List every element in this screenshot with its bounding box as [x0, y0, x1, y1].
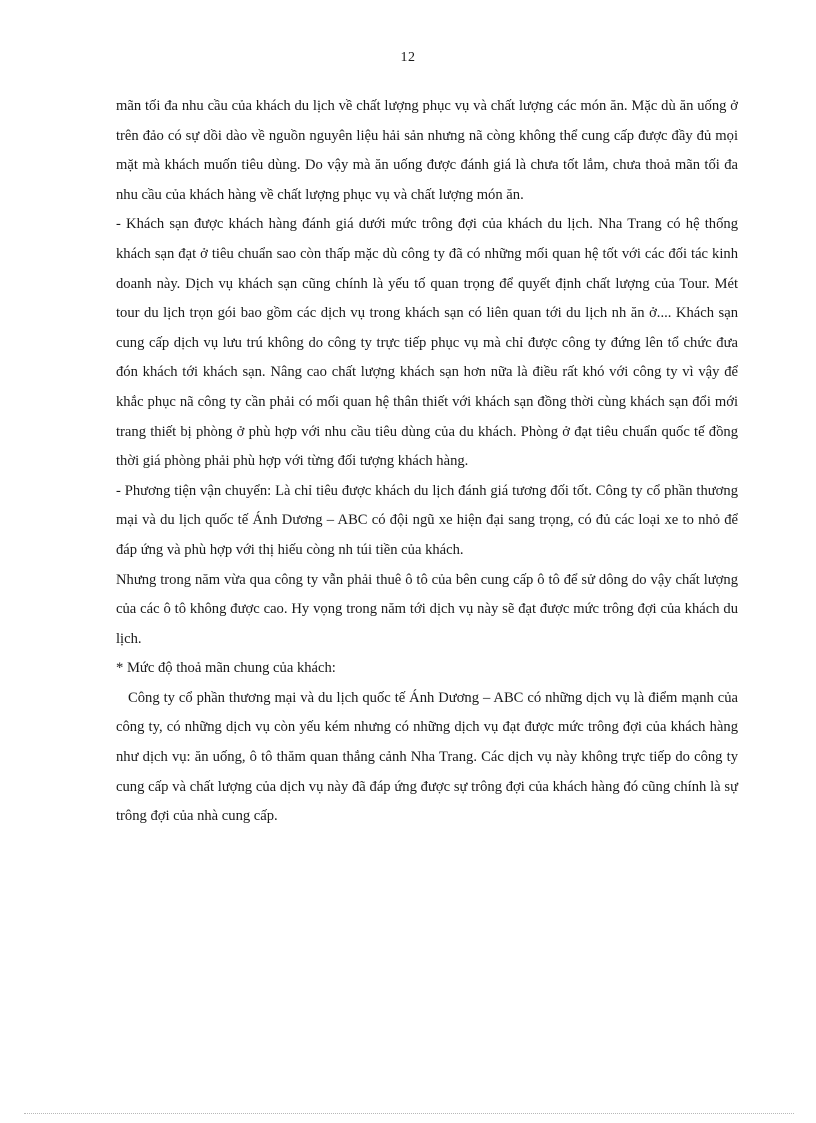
paragraph-car-rental: Nhưng trong năm vừa qua công ty vẫn phải thuê ô tô của bên cung cấp ô tô để sử dông do vậy chất lượng của các ô tô không được cao. Hy vọng trong năm tới dịch vụ này sẽ đạt được mức trông đợi của khách du lịch.	[116, 571, 738, 647]
paragraph-hotel: - Khách sạn được khách hàng đánh giá dưới mức trông đợi của khách du lịch. Nha Trang có hệ thống khách sạn đạt ở tiêu chuẩn sao còn thấp mặc dù công ty đã có những mối quan hệ tốt với các đối tác kinh doanh này. Dịch vụ khách sạn cũng chính là yếu tố quan trọng để quyết định chất lượng của Tour. Mét tour du lịch trọn gói bao gồm các dịch vụ trong khách sạn có liên quan tới du lịch nh ăn ở.... Khách sạn cung cấp dịch vụ lưu trú không do công ty trực tiếp phục vụ mà chỉ được công ty đứng lên tổ chức đưa đón khách tới khách sạn. Nâng cao chất lượng khách sạn hơn nữa là điều rất khó với công ty vì vậy để khắc phục nã công ty cần phải có mối quan hệ thân thiết với khách sạn đồng thời cùng khách sạn đổi mới trang thiết bị phòng ở phù hợp với nhu cầu tiêu dùng của du khách. Phòng ở đạt tiêu chuẩn quốc tế đồng thời giá phòng phải phù hợp với từng đối tượng khách hàng.	[116, 216, 738, 470]
paragraph-overall-satisfaction: Công ty cổ phần thương mại và du lịch quốc tế Ánh Dương – ABC có những dịch vụ là điểm mạnh của công ty, có những dịch vụ còn yếu kém nhưng có những dịch vụ đạt được mức trông đợi của khách hàng như dịch vụ: ăn uống, ô tô thăm quan thắng cảnh Nha Trang. Các dịch vụ này không trực tiếp do công ty cung cấp và chất lượng của dịch vụ này đã đáp ứng được sự trông đợi của khách hàng đó cũng chính là sự trông đợi của nhà cung cấp.	[116, 689, 738, 825]
body-text	[116, 92, 738, 832]
page-number: 12	[400, 50, 416, 65]
paragraph-transport: - Phương tiện vận chuyển: Là chỉ tiêu được khách du lịch đánh giá tương đối tốt. Công ty cổ phần thương mại và du lịch quốc tế Ánh Dương – ABC có đội ngũ xe hiện đại sang trọng, có đủ các loại xe to nhỏ để đáp ứng và phù hợp với thị hiếu còng nh túi tiền của khách.	[116, 482, 738, 558]
paragraph-food-quality: mãn tối đa nhu cầu của khách du lịch về chất lượng phục vụ và chất lượng các món ăn. Mặc dù ăn uống ở trên đảo có sự dồi dào về nguồn nguyên liệu hải sản nhưng nã còng không thể cung cấp được đầy đủ mọi mặt mà khách muốn tiêu dùng. Do vậy mà ăn uống được đánh giá là chưa tốt lắm, chưa thoả mãn tối đa nhu cầu của khách hàng về chất lượng phục vụ và chất lượng món ăn.	[116, 98, 738, 203]
page-bottom-dotted-rule	[24, 1113, 794, 1114]
section-heading-satisfaction: * Mức độ thoả mãn chung của khách:	[116, 660, 336, 677]
